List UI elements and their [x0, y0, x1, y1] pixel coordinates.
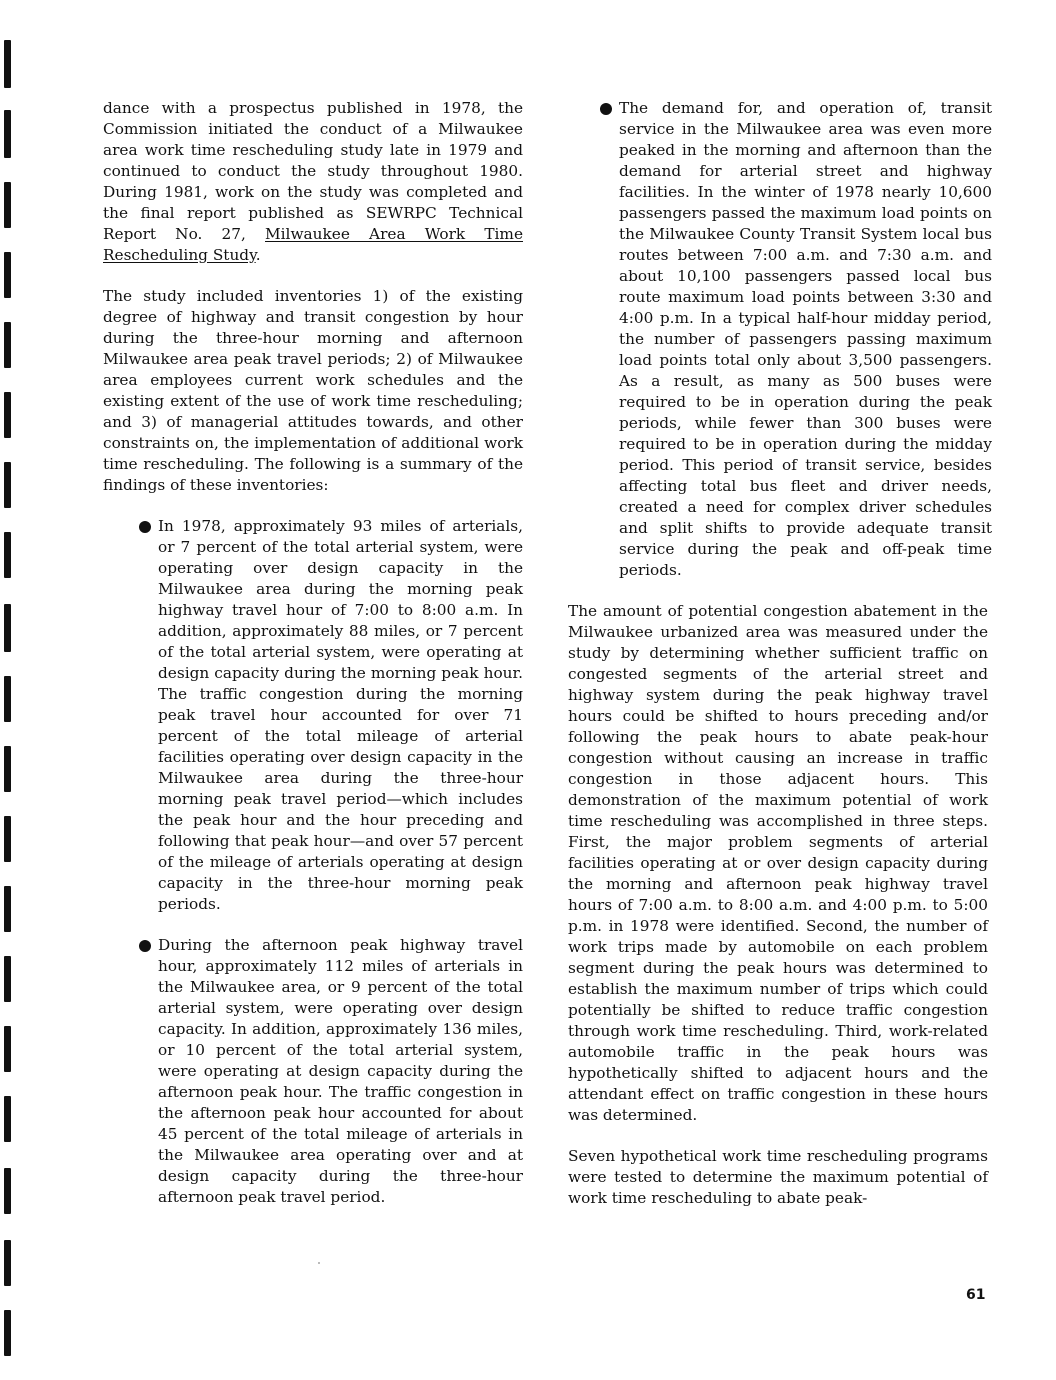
paragraph-study-intro [103, 98, 523, 266]
binding-mark [4, 746, 11, 792]
binding-mark [4, 956, 11, 1002]
binding-mark [4, 1310, 11, 1356]
scan-speck [318, 1262, 320, 1264]
binding-mark [4, 252, 11, 298]
bullet-morning-congestion: In 1978, approximately 93 miles of arterials, or 7 percent of the total arterial system, were operating over design capacity in the Milwaukee area during the morning peak highway travel hour of 7:00 to 8:00 a.m. In addition, approximately 88 miles, or 7 percent of the total arterial system, were operating at design capacity during the morning peak hour. The traffic congestion during the morning peak travel hour accounted for over 71 percent of the total mileage of arterial facilities operating over design capacity in the Milwaukee area during the three-hour morning peak travel period—which includes the peak hour and the hour preceding and following that peak hour—and over 57 percent of the mileage of arterials operating at design capacity in the three-hour morning peak periods. [139, 516, 523, 915]
binding-mark [4, 1240, 11, 1286]
report-title: Milwaukee Area Work Time Rescheduling Study [103, 225, 523, 264]
binding-mark [4, 676, 11, 722]
paragraph-inventories: The study included inventories 1) of the existing degree of highway and transit congestion by hour during the three-hour morning and afternoon Milwaukee area peak travel periods; 2) of Milwaukee area employees current work schedules and the existing extent of the use of work time rescheduling; and 3) of managerial attitudes towards, and other constraints on, the implementation of additional work time rescheduling. The following is a summary of the findings of these inventories: [103, 287, 523, 494]
paragraph-hypothetical-programs: Seven hypothetical work time rescheduling programs were tested to determine the maximum potential of work time rescheduling to abate peak- [568, 1147, 988, 1207]
binding-mark [4, 1168, 11, 1214]
page-number: 61 [966, 1287, 986, 1303]
left-column [103, 98, 523, 1228]
binding-mark [4, 886, 11, 932]
binding-mark [4, 532, 11, 578]
binding-mark [4, 462, 11, 508]
binding-mark [4, 322, 11, 368]
study-intro-end: . [255, 246, 261, 264]
paragraph-congestion-abatement: The amount of potential congestion abatement in the Milwaukee urbanized area was measured under the study by determining whether sufficient traffic on congested segments of the arterial street and highway system during the peak highway travel hours could be shifted to hours preceding and/or following the peak hours to abate peak-hour congestion without causing an increase in traffic congestion in those adjacent hours. This demonstration of the maximum potential of work time rescheduling was accomplished in three steps. First, the major problem segments of arterial facilities operating at or over design capacity during the morning and afternoon peak highway travel hours of 7:00 a.m. to 8:00 a.m. and 4:00 p.m. to 5:00 p.m. in 1978 were identified. Second, the number of work trips made by automobile on each problem segment during the peak hours was determined to establish the maximum number of trips which could potentially be shifted to reduce traffic congestion through work time rescheduling. Third, work-related automobile traffic in the peak hours was hypothetically shifted to adjacent hours and the attendant effect on traffic congestion in these hours was determined. [568, 602, 988, 1124]
binding-mark [4, 604, 11, 652]
bullet-afternoon-congestion: During the afternoon peak highway travel hour, approximately 112 miles of arterials in the Milwaukee area, or 9 percent of the total arterial system, were operating over design capacity. In addition, approximately 136 miles, or 10 percent of the total arterial system, were operating at design capacity during the afternoon peak hour. The traffic congestion in the afternoon peak hour accounted for about 45 percent of the total mileage of arterials in the Milwaukee area operating over and at design capacity during the three-hour afternoon peak travel period. [139, 935, 523, 1208]
binding-mark [4, 40, 11, 88]
bullet-transit-demand: The demand for, and operation of, transit service in the Milwaukee area was even more peaked in the morning and afternoon than the demand for arterial street and highway facilities. In the winter of 1978 nearly 10,600 passengers passed the maximum load points on the Milwaukee County Transit System local bus routes between 7:00 a.m. and 7:30 a.m. and about 10,100 passengers passed local bus route maximum load points between 3:30 and 4:00 p.m. In a typical half-hour midday period, the number of passengers passing maximum load points total only about 3,500 passengers. As a result, as many as 500 buses were required to be in operation during the peak periods, while fewer than 300 buses were required to be in operation during the midday period. This period of transit service, besides affecting total bus fleet and driver needs, created a need for complex driver schedules and split shifts to provide adequate transit service during the peak and off-peak time periods. [600, 98, 992, 581]
binding-mark [4, 1026, 11, 1072]
binding-mark [4, 816, 11, 862]
right-column [568, 98, 992, 1229]
study-intro-text: dance with a prospectus published in 1978, the Commission initiated the conduct of a Milwaukee area work time rescheduling study late in 1979 and continued to conduct the study throughout 1980. During 1981, work on the study was completed and the final report published as SEWRPC Technical Report No. 27, [103, 99, 523, 243]
binding-mark [4, 182, 11, 228]
binding-marks [0, 0, 24, 1380]
binding-mark [4, 1096, 11, 1142]
binding-mark [4, 392, 11, 438]
binding-mark [4, 110, 11, 158]
